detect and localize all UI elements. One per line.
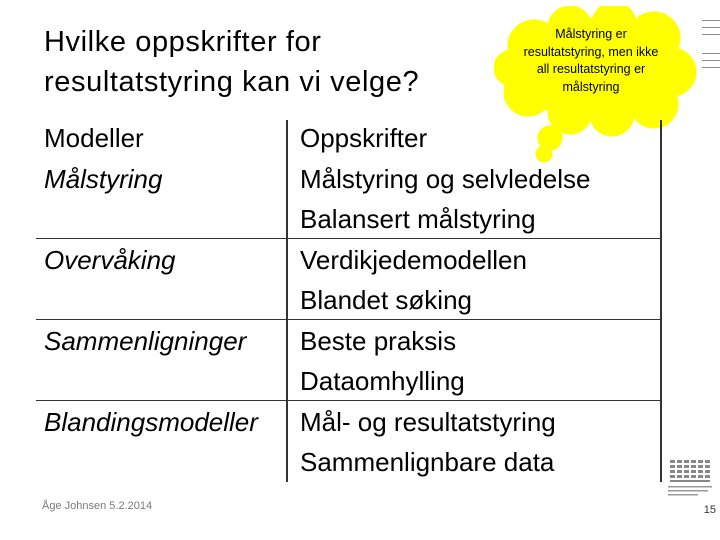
page-number: 15 xyxy=(703,504,716,516)
model-cell: Overvåking xyxy=(44,245,176,275)
slide-title xyxy=(44,22,504,102)
university-logo-icon xyxy=(664,458,718,502)
recipe-cell: Beste praksis xyxy=(300,326,457,356)
recipe-cell: Verdikjedemodellen xyxy=(300,245,527,275)
recipe-cell: Blandet søking xyxy=(300,285,472,315)
column-divider xyxy=(286,120,288,482)
model-cell: Sammenligninger xyxy=(44,326,247,356)
recipe-cell: Balansert målstyring xyxy=(300,204,536,234)
model-cell: Blandingsmodeller xyxy=(44,407,258,437)
table-right-border xyxy=(660,120,662,482)
table-header-models: Modeller xyxy=(44,123,144,153)
title-line-1: Hvilke oppskrifter for xyxy=(44,26,322,58)
recipe-cell: Sammenlignbare data xyxy=(300,447,555,477)
title-line-2: resultatstyring kan vi velge? xyxy=(44,66,420,98)
recipe-cell: Målstyring og selvledelse xyxy=(300,164,591,194)
slide-footer: Åge Johnsen 5.2.2014 xyxy=(42,500,153,512)
recipe-cell: Dataomhylling xyxy=(300,366,465,396)
recipe-cell: Mål- og resultatstyring xyxy=(300,407,556,437)
table-header-recipes: Oppskrifter xyxy=(300,123,428,153)
model-cell: Målstyring xyxy=(44,164,163,194)
models-table xyxy=(36,120,662,482)
corner-decoration xyxy=(702,20,720,74)
callout-text: Målstyring er resultatstyring, men ikke all resultatstyring er målstyring xyxy=(523,27,659,94)
